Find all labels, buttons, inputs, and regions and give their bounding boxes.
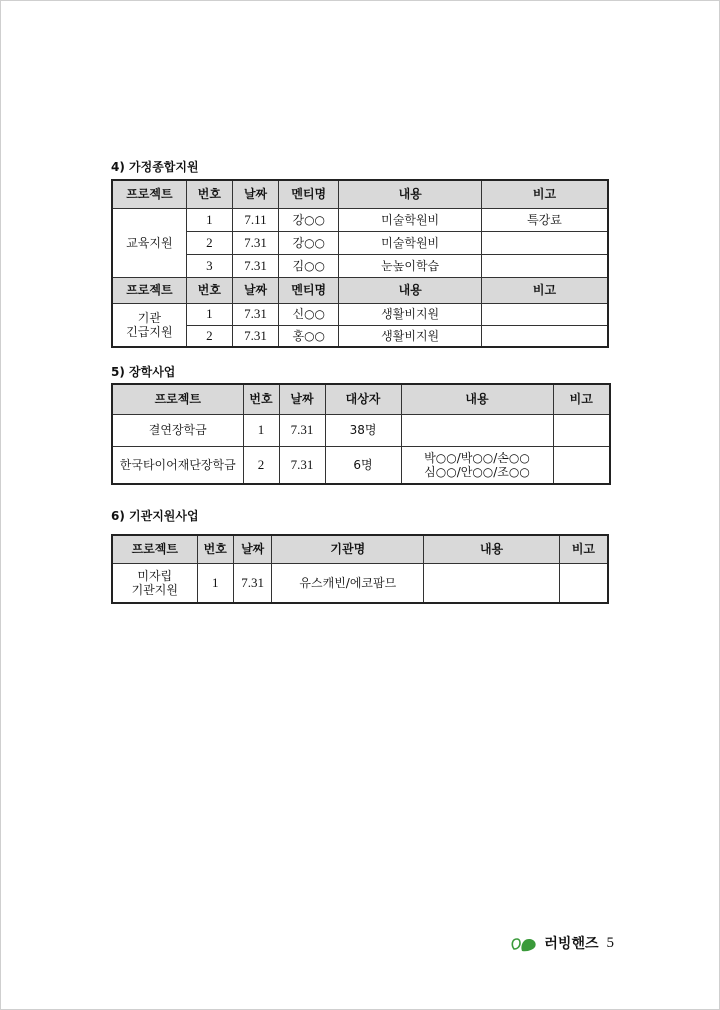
header-note: 비고 — [481, 277, 608, 303]
page-number: 5 — [606, 934, 614, 951]
hands-logo-icon — [510, 933, 540, 953]
group-name-line2: 긴급지원 — [126, 324, 173, 339]
cell-content — [424, 563, 560, 603]
header-project: 프로젝트 — [112, 277, 186, 303]
org-support-table — [111, 534, 609, 604]
cell-no: 1 — [186, 208, 232, 231]
cell-date: 7.31 — [232, 325, 278, 347]
group-name-education: 교육지원 — [112, 208, 186, 277]
project-line1: 미자립 — [137, 568, 173, 583]
cell-date: 7.11 — [232, 208, 278, 231]
header-date: 날짜 — [232, 180, 278, 208]
cell-date: 7.31 — [279, 414, 325, 446]
table-header-row — [112, 384, 610, 414]
group-name-emergency — [112, 303, 186, 347]
project-line2: 기관지원 — [131, 582, 178, 597]
section-title-5: 5) 장학사업 — [111, 365, 176, 379]
header-project: 프로젝트 — [112, 535, 197, 563]
table-row — [112, 208, 608, 231]
cell-target: 38명 — [325, 414, 401, 446]
cell-org: 유스캐빈/에코팜므 — [272, 563, 424, 603]
header-content: 내용 — [339, 180, 482, 208]
table-row — [112, 563, 608, 603]
cell-content — [401, 414, 553, 446]
cell-date: 7.31 — [279, 446, 325, 484]
section-title-4: 4) 가정종합지원 — [111, 160, 199, 174]
cell-project — [112, 563, 197, 603]
group-name-line1: 기관 — [137, 310, 161, 325]
content-line2: 심○○/안○○/조○○ — [424, 464, 530, 479]
header-content: 내용 — [401, 384, 553, 414]
cell-note: 특강료 — [481, 208, 608, 231]
cell-content: 눈높이학습 — [339, 254, 482, 277]
cell-target: 6명 — [325, 446, 401, 484]
table-row — [112, 303, 608, 325]
header-target: 대상자 — [325, 384, 401, 414]
header-content: 내용 — [424, 535, 560, 563]
section-title-6: 6) 기관지원사업 — [111, 509, 199, 523]
cell-date: 7.31 — [232, 231, 278, 254]
table-header-row — [112, 180, 608, 208]
header-note: 비고 — [481, 180, 608, 208]
cell-project: 결연장학금 — [112, 414, 243, 446]
cell-note — [553, 414, 610, 446]
cell-date: 7.31 — [232, 303, 278, 325]
cell-date: 7.31 — [232, 254, 278, 277]
cell-content — [401, 446, 553, 484]
header-note: 비고 — [559, 535, 608, 563]
cell-content: 미술학원비 — [339, 231, 482, 254]
header-no: 번호 — [197, 535, 233, 563]
header-org: 기관명 — [272, 535, 424, 563]
cell-content: 생활비지원 — [339, 303, 482, 325]
cell-note — [559, 563, 608, 603]
cell-no: 1 — [186, 303, 232, 325]
cell-mentee: 강○○ — [279, 208, 339, 231]
family-support-table — [111, 179, 609, 348]
cell-note — [553, 446, 610, 484]
cell-mentee: 강○○ — [279, 231, 339, 254]
cell-note — [481, 254, 608, 277]
content-line1: 박○○/박○○/손○○ — [424, 450, 530, 465]
cell-no: 3 — [186, 254, 232, 277]
header-no: 번호 — [243, 384, 279, 414]
cell-note — [481, 231, 608, 254]
cell-no: 2 — [186, 231, 232, 254]
header-mentee: 멘티명 — [279, 277, 339, 303]
table-row — [112, 254, 608, 277]
cell-content: 생활비지원 — [339, 325, 482, 347]
header-no: 번호 — [186, 180, 232, 208]
table-row — [112, 325, 608, 347]
cell-no: 1 — [243, 414, 279, 446]
header-no: 번호 — [186, 277, 232, 303]
header-content: 내용 — [339, 277, 482, 303]
header-date: 날짜 — [233, 535, 271, 563]
cell-date: 7.31 — [233, 563, 271, 603]
table-subheader-row — [112, 277, 608, 303]
table-row — [112, 414, 610, 446]
table-row — [112, 446, 610, 484]
brand-name: 러빙핸즈 — [544, 936, 599, 952]
cell-note — [481, 325, 608, 347]
scholarship-table — [111, 383, 611, 485]
cell-no: 2 — [243, 446, 279, 484]
cell-no: 2 — [186, 325, 232, 347]
header-note: 비고 — [553, 384, 610, 414]
header-project: 프로젝트 — [112, 180, 186, 208]
header-mentee: 멘티명 — [279, 180, 339, 208]
header-date: 날짜 — [279, 384, 325, 414]
cell-no: 1 — [197, 563, 233, 603]
table-header-row — [112, 535, 608, 563]
cell-mentee: 신○○ — [279, 303, 339, 325]
cell-project: 한국타이어재단장학금 — [112, 446, 243, 484]
header-date: 날짜 — [232, 277, 278, 303]
page-footer — [510, 933, 614, 953]
header-project: 프로젝트 — [112, 384, 243, 414]
cell-mentee: 홍○○ — [279, 325, 339, 347]
cell-mentee: 김○○ — [279, 254, 339, 277]
cell-note — [481, 303, 608, 325]
cell-content: 미술학원비 — [339, 208, 482, 231]
table-row — [112, 231, 608, 254]
